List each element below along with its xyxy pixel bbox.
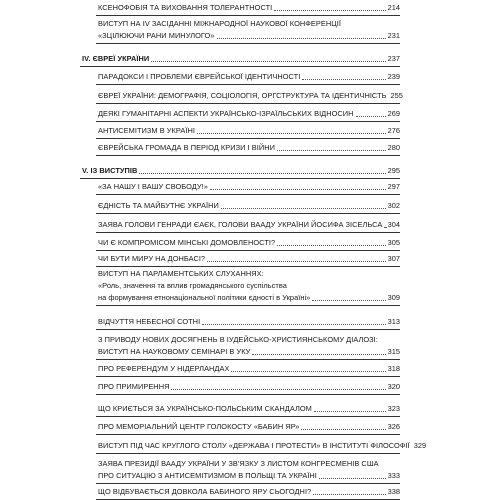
toc-entry bbox=[98, 90, 403, 102]
toc-line bbox=[98, 403, 400, 415]
dot-leader bbox=[231, 371, 385, 372]
dot-leader bbox=[207, 261, 386, 262]
toc-entry bbox=[98, 237, 400, 249]
toc-line bbox=[98, 142, 400, 154]
toc-title-text: ВІДЧУТТЯ НЕБЕСНОЇ СОТНІ bbox=[98, 317, 201, 326]
entry-underline bbox=[96, 329, 400, 330]
page-number: 313 bbox=[387, 317, 400, 326]
page-number: 237 bbox=[387, 54, 400, 63]
page-number: 309 bbox=[387, 293, 400, 302]
toc-line bbox=[98, 18, 400, 30]
toc-entry bbox=[98, 403, 400, 415]
toc-line bbox=[98, 71, 400, 83]
toc-title-text: З ПРИВОДУ НОВИХ ДОСЯГНЕНЬ В ІУДЕЙСЬКО-ХРИСТИЯНСЬКОМУ ДІАЛОЗІ: bbox=[98, 335, 378, 344]
toc-line bbox=[98, 108, 400, 120]
entry-underline bbox=[96, 376, 400, 377]
toc-title-text: ЗАЯВА ПРЕЗИДІЇ ВААДУ УКРАЇНИ У ЗВ'ЯЗКУ З ЛИСТОМ КОНГРЕСМЕНІВ США bbox=[98, 459, 379, 468]
toc-entry bbox=[98, 334, 400, 358]
toc-line bbox=[82, 165, 400, 177]
toc-entry bbox=[98, 18, 400, 42]
entry-underline bbox=[96, 416, 400, 417]
toc-line bbox=[98, 268, 400, 280]
toc-line bbox=[98, 280, 400, 292]
dot-leader bbox=[302, 79, 385, 80]
toc-title-text: ПРО РЕФЕРЕНДУМ У НІДЕРЛАНДАХ bbox=[98, 364, 230, 373]
toc-title-text: ПАРАДОКСИ І ПРОБЛЕМИ ЄВРЕЙСЬКОЇ ІДЕНТИЧНОСТІ bbox=[98, 72, 301, 81]
toc-title-text: ДЕЯКІ ГУМАНІТАРНІ АСПЕКТИ УКРАЇНСЬКО-ІЗРАЇЛЬСЬКИХ ВІДНОСИН bbox=[98, 109, 354, 118]
toc-entry bbox=[98, 71, 400, 83]
toc-title-text: ПРО ПРИМИРЕННЯ bbox=[98, 382, 170, 391]
toc-line bbox=[98, 219, 400, 231]
toc-entry bbox=[98, 458, 400, 482]
toc-line bbox=[98, 253, 400, 265]
page-number: 295 bbox=[387, 166, 400, 175]
toc-line bbox=[82, 53, 400, 65]
dot-leader bbox=[274, 10, 385, 11]
page-number: 280 bbox=[387, 143, 400, 152]
dot-leader bbox=[314, 411, 386, 412]
toc-entry bbox=[98, 363, 400, 375]
page-number: 318 bbox=[387, 364, 400, 373]
toc-title-text: ВИСТУП ПІД ЧАС КРУГЛОГО СТОЛУ «ДЕРЖАВА І ПРОТЕСТИ» В ІНСТИТУТІ ФІЛОСОФІЇ bbox=[98, 441, 410, 450]
toc-title-text: ЄВРЕЇ УКРАЇНИ: ДЕМОГРАФІЯ, СОЦІОЛОГІЯ, ОРГСТРУКТУРА ТА ІДЕНТИЧНІСТЬ bbox=[98, 91, 387, 100]
toc-title-text: ВИСТУП НА НАУКОВОМУ СЕМІНАРІ В УКУ bbox=[98, 347, 251, 356]
toc-title-text: IV. ЄВРЕЇ УКРАЇНИ bbox=[82, 54, 150, 63]
page-number: 315 bbox=[387, 347, 400, 356]
toc-line bbox=[98, 316, 400, 328]
dot-leader bbox=[277, 245, 386, 246]
toc-entry bbox=[98, 253, 400, 265]
entry-underline bbox=[96, 359, 400, 360]
toc-line bbox=[98, 200, 400, 212]
page-number: 269 bbox=[387, 109, 400, 118]
toc-entry bbox=[98, 268, 400, 304]
toc-title-text: ВИСТУП НА ПАРЛАМЕНТСЬКИХ СЛУХАННЯХ: bbox=[98, 269, 264, 278]
toc-title-text: V. ІЗ ВИСТУПІВ bbox=[82, 166, 138, 175]
dot-leader bbox=[221, 208, 386, 209]
toc-title-text: АНТИСЕМІТИЗМ В УКРАЇНІ bbox=[98, 126, 195, 135]
entry-underline bbox=[96, 43, 400, 44]
page-number: 326 bbox=[387, 422, 400, 431]
toc-title-text: ЄДНІСТЬ ТА МАЙБУТНЄ УКРАЇНИ bbox=[98, 201, 219, 210]
toc-entry bbox=[98, 200, 400, 212]
dot-leader bbox=[210, 189, 386, 190]
toc-entry bbox=[98, 219, 400, 231]
entry-underline bbox=[96, 15, 400, 16]
page-number: 302 bbox=[387, 201, 400, 210]
toc-line bbox=[98, 486, 400, 498]
dot-leader bbox=[139, 173, 385, 174]
toc-line bbox=[98, 363, 400, 375]
toc-line bbox=[98, 30, 400, 42]
toc-line bbox=[98, 2, 400, 14]
toc-entry bbox=[98, 316, 400, 328]
toc-line bbox=[98, 381, 400, 393]
toc-line bbox=[98, 292, 400, 304]
toc-line bbox=[98, 421, 400, 433]
section-heading bbox=[82, 53, 400, 65]
dot-leader bbox=[384, 227, 385, 228]
page-number: 255 bbox=[390, 91, 403, 100]
page-number: 305 bbox=[387, 238, 400, 247]
toc-title-text: ЧИ БУТИ МИРУ НА ДОНБАСІ? bbox=[98, 254, 206, 263]
toc-title-text: «ЗЦІЛЮЮЧИ РАНИ МИНУЛОГО» bbox=[98, 31, 215, 40]
toc-line bbox=[98, 458, 400, 470]
entry-underline bbox=[96, 483, 400, 484]
toc-title-text: КСЕНОФОБІЯ ТА ВИХОВАННЯ ТОЛЕРАНТНОСТІ bbox=[98, 3, 273, 12]
entry-underline bbox=[96, 84, 400, 85]
toc-title-text: ПРО СИТУАЦІЮ З АНТИСЕМІТИЗМОМ В ПОЛЬЩІ ТА УКРАЇНІ bbox=[98, 471, 317, 480]
toc-entry bbox=[98, 142, 400, 154]
entry-underline bbox=[96, 194, 400, 195]
entry-underline bbox=[96, 121, 400, 122]
page-number: 329 bbox=[413, 441, 427, 450]
entry-underline bbox=[96, 394, 400, 395]
toc-title-text: «ЗА НАШУ І ВАШУ СВОБОДУ!» bbox=[98, 182, 208, 191]
dot-leader bbox=[319, 478, 386, 479]
toc-entry bbox=[98, 2, 400, 14]
toc-line bbox=[98, 125, 400, 137]
page-number: 338 bbox=[387, 487, 400, 496]
dot-leader bbox=[197, 133, 386, 134]
toc-entry bbox=[98, 381, 400, 393]
dot-leader bbox=[301, 429, 385, 430]
dot-leader bbox=[217, 38, 386, 39]
page-number: 231 bbox=[387, 31, 400, 40]
toc-title-text: ЗАЯВА ГОЛОВИ ГЕНРАДИ ЄАЄК, ГОЛОВИ ВААДУ УКРАЇНИ ЙОСИФА ЗІСЕЛЬСА bbox=[98, 220, 383, 229]
toc-title-text: ЩО КРИЄТЬСЯ ЗА УКРАЇНСЬКО-ПОЛЬСЬКИМ СКАНДАЛОМ bbox=[98, 404, 312, 413]
entry-underline bbox=[96, 103, 400, 104]
toc-title-text: «Роль, значення та вплив громадянського суспільства bbox=[98, 281, 287, 290]
dot-leader bbox=[252, 354, 385, 355]
toc-line bbox=[98, 334, 400, 346]
entry-underline bbox=[80, 178, 400, 179]
entry-underline bbox=[96, 213, 400, 214]
page-number: 333 bbox=[387, 471, 400, 480]
dot-leader bbox=[151, 61, 385, 62]
toc-title-text: ПРО МЕМОРІАЛЬНИЙ ЦЕНТР ГОЛОКОСТУ «БАБИН ЯР» bbox=[98, 422, 300, 431]
toc-entry bbox=[98, 486, 400, 498]
toc-entry bbox=[98, 108, 400, 120]
dot-leader bbox=[312, 300, 385, 301]
toc-line bbox=[98, 237, 400, 249]
toc-line bbox=[98, 470, 400, 482]
page-number: 307 bbox=[387, 254, 400, 263]
dot-leader bbox=[171, 389, 385, 390]
entry-underline bbox=[80, 66, 400, 67]
toc-entry bbox=[98, 125, 400, 137]
toc-entry bbox=[98, 440, 427, 452]
toc-entry bbox=[98, 421, 400, 433]
toc-line bbox=[98, 90, 403, 102]
toc-entry bbox=[98, 181, 400, 193]
dot-leader bbox=[356, 116, 386, 117]
entry-underline bbox=[96, 434, 400, 435]
entry-underline bbox=[96, 266, 400, 267]
page-number: 214 bbox=[387, 3, 400, 12]
toc-title-text: на формування етнонаціональної політики єдності в Україні» bbox=[98, 293, 311, 302]
page-number: 320 bbox=[387, 382, 400, 391]
toc-line bbox=[98, 181, 400, 193]
entry-underline bbox=[96, 138, 400, 139]
page-number: 239 bbox=[387, 72, 400, 81]
toc-line bbox=[98, 440, 427, 452]
page-number: 323 bbox=[387, 404, 400, 413]
toc-title-text: ЧИ Є КОМПРОМІСОМ МІНСЬКІ ДОМОВЛЕНОСТІ? bbox=[98, 238, 276, 247]
dot-leader bbox=[202, 324, 385, 325]
page-number: 276 bbox=[387, 126, 400, 135]
toc-title-text: ВИСТУП НА IV ЗАСІДАННІ МІЖНАРОДНОЇ НАУКОВОЇ КОНФЕРЕНЦІЇ bbox=[98, 19, 341, 28]
toc-title-text: ЄВРЕЙСЬКА ГРОМАДА В ПЕРІОД КРИЗИ І ВІЙНИ bbox=[98, 143, 276, 152]
entry-underline bbox=[96, 232, 400, 233]
entry-underline bbox=[96, 155, 400, 156]
dot-leader bbox=[313, 494, 385, 495]
page-number: 297 bbox=[387, 182, 400, 191]
toc-title-text: ЩО ВІДБУВАЄТЬСЯ ДОВКОЛА БАБИНОГО ЯРУ СЬОГОДНІ? bbox=[98, 487, 312, 496]
toc-line bbox=[98, 346, 400, 358]
page-number: 304 bbox=[387, 220, 400, 229]
entry-underline bbox=[96, 250, 400, 251]
entry-underline bbox=[96, 305, 400, 306]
section-heading bbox=[82, 165, 400, 177]
entry-underline bbox=[96, 453, 400, 454]
dot-leader bbox=[277, 150, 386, 151]
